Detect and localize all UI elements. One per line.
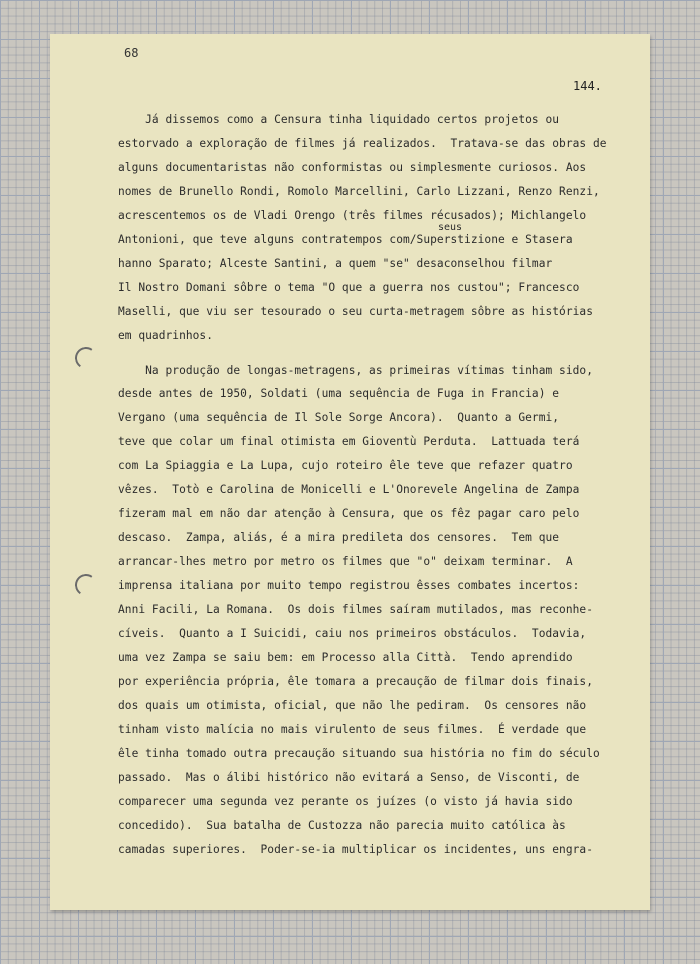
text-line: em quadrinhos. <box>118 329 213 342</box>
text-line: descaso. Zampa, aliás, é a mira predileta dos censores. Tem que <box>118 531 560 544</box>
text-line: passado. Mas o álibi histórico não evitará a Senso, de Visconti, de <box>118 771 580 784</box>
text-line: com La Spiaggia e La Lupa, cujo roteiro êle teve que refazer quatro <box>118 459 573 472</box>
text-line: teve que colar um final otimista em Gioventù Perduta. Lattuada terá <box>118 435 580 448</box>
text-line: arrancar-lhes metro por metro os filmes que "o" deixam terminar. A <box>118 555 573 568</box>
text-line: fizeram mal em não dar atenção à Censura, que os fêz pagar caro pelo <box>118 507 580 520</box>
text-line: comparecer uma segunda vez perante os juízes (o visto já havia sido <box>118 795 573 808</box>
text-line: Antonioni, que teve alguns contratempos com/Superstizione e Stasera <box>118 233 573 246</box>
text-line: Já dissemos como a Censura tinha liquidado certos projetos ou <box>118 113 560 126</box>
text-line: Maselli, que viu ser tesourado o seu curta-metragem sôbre as histórias <box>118 305 593 318</box>
text-line: tinham visto malícia no mais virulento de seus filmes. É verdade que <box>118 723 587 736</box>
text-line: acrescentemos os de Vladi Orengo (três filmes récusados); Michlangelo <box>118 209 587 222</box>
text-line: Anni Facili, La Romana. Os dois filmes saíram mutilados, mas reconhe- <box>118 603 593 616</box>
text-line: desde antes de 1950, Soldati (uma sequência de Fuga in Francia) e <box>118 387 560 400</box>
text-line: vêzes. Totò e Carolina de Monicelli e L'Onorevele Angelina de Zampa <box>118 483 580 496</box>
binder-hole <box>73 345 98 370</box>
text-line: alguns documentaristas não conformistas ou simplesmente curiosos. Aos <box>118 161 587 174</box>
text-line: estorvado a exploração de filmes já realizados. Tratava-se das obras de <box>118 137 607 150</box>
text-line: concedido). Sua batalha de Custozza não parecia muito católica às <box>118 819 566 832</box>
typewritten-page <box>50 34 650 910</box>
text-line: dos quais um otimista, oficial, que não lhe pediram. Os censores não <box>118 699 587 712</box>
folio-number: 144. <box>573 79 602 93</box>
text-line: uma vez Zampa se saiu bem: em Processo alla Città. Tendo aprendido <box>118 651 573 664</box>
text-line: hanno Sparato; Alceste Santini, a quem "se" desaconselhou filmar <box>118 257 553 270</box>
text-line: nomes de Brunello Rondi, Romolo Marcellini, Carlo Lizzani, Renzo Renzi, <box>118 185 600 198</box>
page-number: 68 <box>124 46 139 60</box>
binder-hole <box>73 572 98 597</box>
text-line: por experiência própria, êle tomara a precaução de filmar dois finais, <box>118 675 593 688</box>
text-line: cíveis. Quanto a I Suicidi, caiu nos primeiros obstáculos. Todavia, <box>118 627 587 640</box>
handwritten-insert: seus <box>438 222 463 233</box>
text-line: Il Nostro Domani sôbre o tema "O que a guerra nos custou"; Francesco <box>118 281 580 294</box>
text-line: camadas superiores. Poder-se-ia multiplicar os incidentes, uns engra- <box>118 843 593 856</box>
text-line: imprensa italiana por muito tempo registrou êsses combates incertos: <box>118 579 580 592</box>
text-line: Vergano (uma sequência de Il Sole Sorge Ancora). Quanto a Germi, <box>118 411 560 424</box>
text-line: Na produção de longas-metragens, as primeiras vítimas tinham sido, <box>118 364 593 377</box>
text-line: êle tinha tomado outra precaução situando sua história no fim do século <box>118 747 600 760</box>
